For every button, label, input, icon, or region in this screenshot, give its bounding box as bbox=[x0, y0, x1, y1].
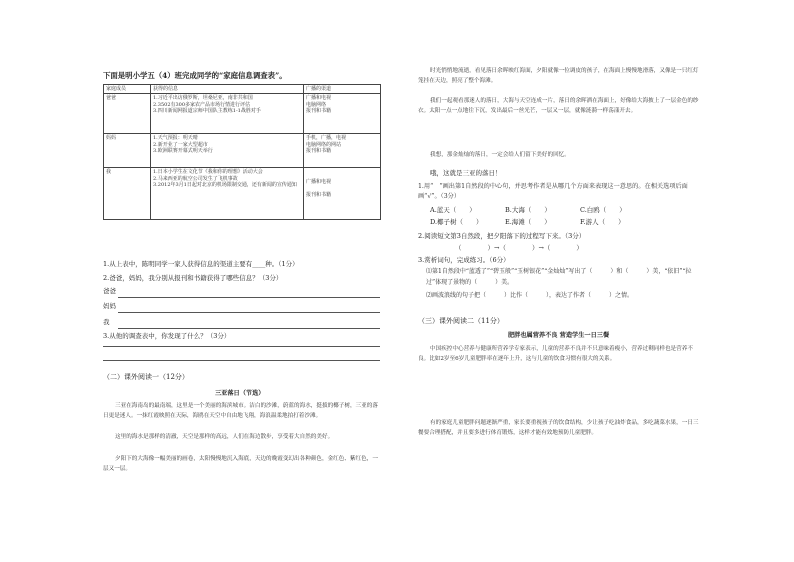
answer-line-mom[interactable] bbox=[118, 312, 380, 313]
r-question-3-1: ⑴第1自然段中“蓝透了”“碧玉般”“玉树银花”“金灿灿”写出了（ ）和（ ）美，“依旧”“拉过”体现了景物的（ ）美。 bbox=[426, 268, 692, 286]
question-3: 3.从他的调查表中，你发现了什么？（3分） bbox=[103, 332, 231, 340]
row-dad-info: 1.习近平出访俄罗斯，坦桑尼亚，南非共和国 2.3502有300多家农产品市场行情进行评估 3.四川新闻网报道宗师中国队主教练1-1战胜对手 bbox=[151, 94, 304, 134]
answer-line-me[interactable] bbox=[118, 328, 380, 329]
section-reading-2: （三）课外阅读二（11分） bbox=[418, 317, 504, 325]
th-member: 家庭成员 bbox=[104, 85, 151, 94]
story-closing: 哦，这就是三亚的落日！ bbox=[430, 169, 502, 177]
option-c[interactable]: C.白鸥（ ） bbox=[580, 206, 626, 214]
r-question-1: 1.用“ ”画出第1自然段的中心句，并思考作者是从哪几个方面来表现这一意思的。在相关选项后面画“√”。（3分） bbox=[418, 183, 688, 200]
story-paragraph-1: 三亚在海南岛的最南端，这里是一个美丽的海滨城市。洁白的沙滩，蔚蓝的海水，挺拔的椰子树，三亚的落日更是迷人。一抹红霞映照在天际，海鸥在天空中自由地飞翔，海浪温柔地拍打着沙滩。 bbox=[103, 403, 378, 420]
row-me-channels: 广播和电视 报刊和书籍 bbox=[304, 168, 381, 220]
survey-table bbox=[103, 84, 381, 220]
label-mom: 妈妈 bbox=[103, 302, 116, 310]
row-me-info: 1.日本小学生在文化节《我和你的理想》活动大会 2.马来西亚的航空公司发生了飞机事故 3.2012年3月1日起对北京的机场限制交通，还有新闻的宣传通知 bbox=[151, 168, 304, 220]
intro-text: 下面是明小学五（4）班完成同学的“家庭信息调查表”。 bbox=[103, 71, 287, 80]
row-dad-channels: 广播和电视 电脑网络 报刊和书籍 bbox=[304, 94, 381, 134]
row-mom-info: 1.天气预报：明天晴 2.新开业了一家大型超市 3.欧洲联赛开幕式明天举行 bbox=[151, 134, 304, 168]
sequence-blanks[interactable]: （ ）→（ ）→（ ） bbox=[455, 244, 583, 252]
row-dad-member: 爸爸 bbox=[104, 94, 151, 134]
option-d[interactable]: D.椰子树（ ） bbox=[430, 218, 483, 226]
answer-line-q3a[interactable] bbox=[103, 346, 380, 347]
answer-line-dad[interactable] bbox=[118, 297, 380, 298]
article-title: 肥胖也属营养不良 营造学生一日三餐 bbox=[508, 332, 610, 339]
question-1: 1.从上表中，陈明同学一家人获得信息的渠道主要有____种。（1分） bbox=[103, 260, 299, 268]
article-paragraph-2: 有的家庭儿童肥胖问题逐渐严重，家长要重视孩子的饮食结构，少让孩子吃油炸食品，多吃蔬菜水果，一日三餐要合理搭配，并且要多进行体育锻炼，这样才能有效地预防儿童肥胖。 bbox=[418, 420, 699, 437]
article-paragraph-1: 中国疾控中心营养与健康所营养学专家表示，儿童的营养不良并不只意味着瘦小，营养过剩同样也是营养不良。比如2岁至6岁儿童肥胖率在逐年上升，这与儿童的饮食习惯有很大的关系。 bbox=[418, 346, 693, 363]
row-me-member: 我 bbox=[104, 168, 151, 220]
option-e[interactable]: E.海滩（ ） bbox=[505, 218, 551, 226]
story-continued-2: 我们一起观看那迷人的落日，大海与天空连成一片，落日的余晖洒在海面上，好像给大海披上了一层金色的纱衣。太阳一点一点地往下沉，发出最后一丝光芒，一层又一层，就像涟漪一样荡漾开去。 bbox=[418, 98, 699, 115]
option-f[interactable]: F.游人（ ） bbox=[580, 218, 625, 226]
r-question-3-2: ⑵画波浪线的句子把（ ）比作（ ），表达了作者（ ）之情。 bbox=[426, 292, 634, 299]
story-continued-1: 时光悄悄地流逝，看见落日余晖映红海面，夕阳就像一位调皮的孩子，在海面上慢慢地滑落，又像是一只红灯笼挂在天边，照亮了整个海滩。 bbox=[418, 68, 699, 85]
section-reading-1: （二）课外阅读一（12分） bbox=[103, 373, 189, 381]
option-b[interactable]: B.大海（ ） bbox=[505, 206, 551, 214]
question-2: 2.爸爸，妈妈，我分别从报刊和书籍获得了哪些信息？（3分） bbox=[103, 274, 283, 282]
story-title: 三亚落日（节选） bbox=[215, 390, 265, 397]
label-dad: 爸爸 bbox=[103, 287, 116, 295]
row-mom-member: 妈妈 bbox=[104, 134, 151, 168]
label-me: 我 bbox=[103, 318, 110, 326]
story-paragraph-2: 这里的海水是那样的清澈，天空是那样的高远，人们在海边散步，享受着大自然的美好。 bbox=[115, 434, 334, 440]
story-paragraph-3: 夕阳下的大海像一幅美丽的画卷，太阳慢慢地沉入海底，天边的晚霞变幻出各种颜色，金红色、紫红色，一层又一层。 bbox=[103, 456, 378, 473]
row-mom-channels: 手机，广播，电视 电脑网络的网站 报刊和书籍 bbox=[304, 134, 381, 168]
option-a[interactable]: A.蓝天（ ） bbox=[430, 206, 476, 214]
th-channel: 广播的渠道 bbox=[304, 85, 381, 94]
story-continued-3: 我想，那金灿灿的落日，一定会给人们留下美好的回忆。 bbox=[430, 152, 570, 158]
r-question-3: 3.赏析词句，完成练习。（6分） bbox=[418, 256, 510, 264]
r-question-2: 2.阅读短文第3自然段，把夕阳落下的过程写下来。（3分） bbox=[418, 232, 586, 240]
th-info: 获得的信息 bbox=[151, 85, 304, 94]
answer-line-q3b[interactable] bbox=[103, 360, 380, 361]
